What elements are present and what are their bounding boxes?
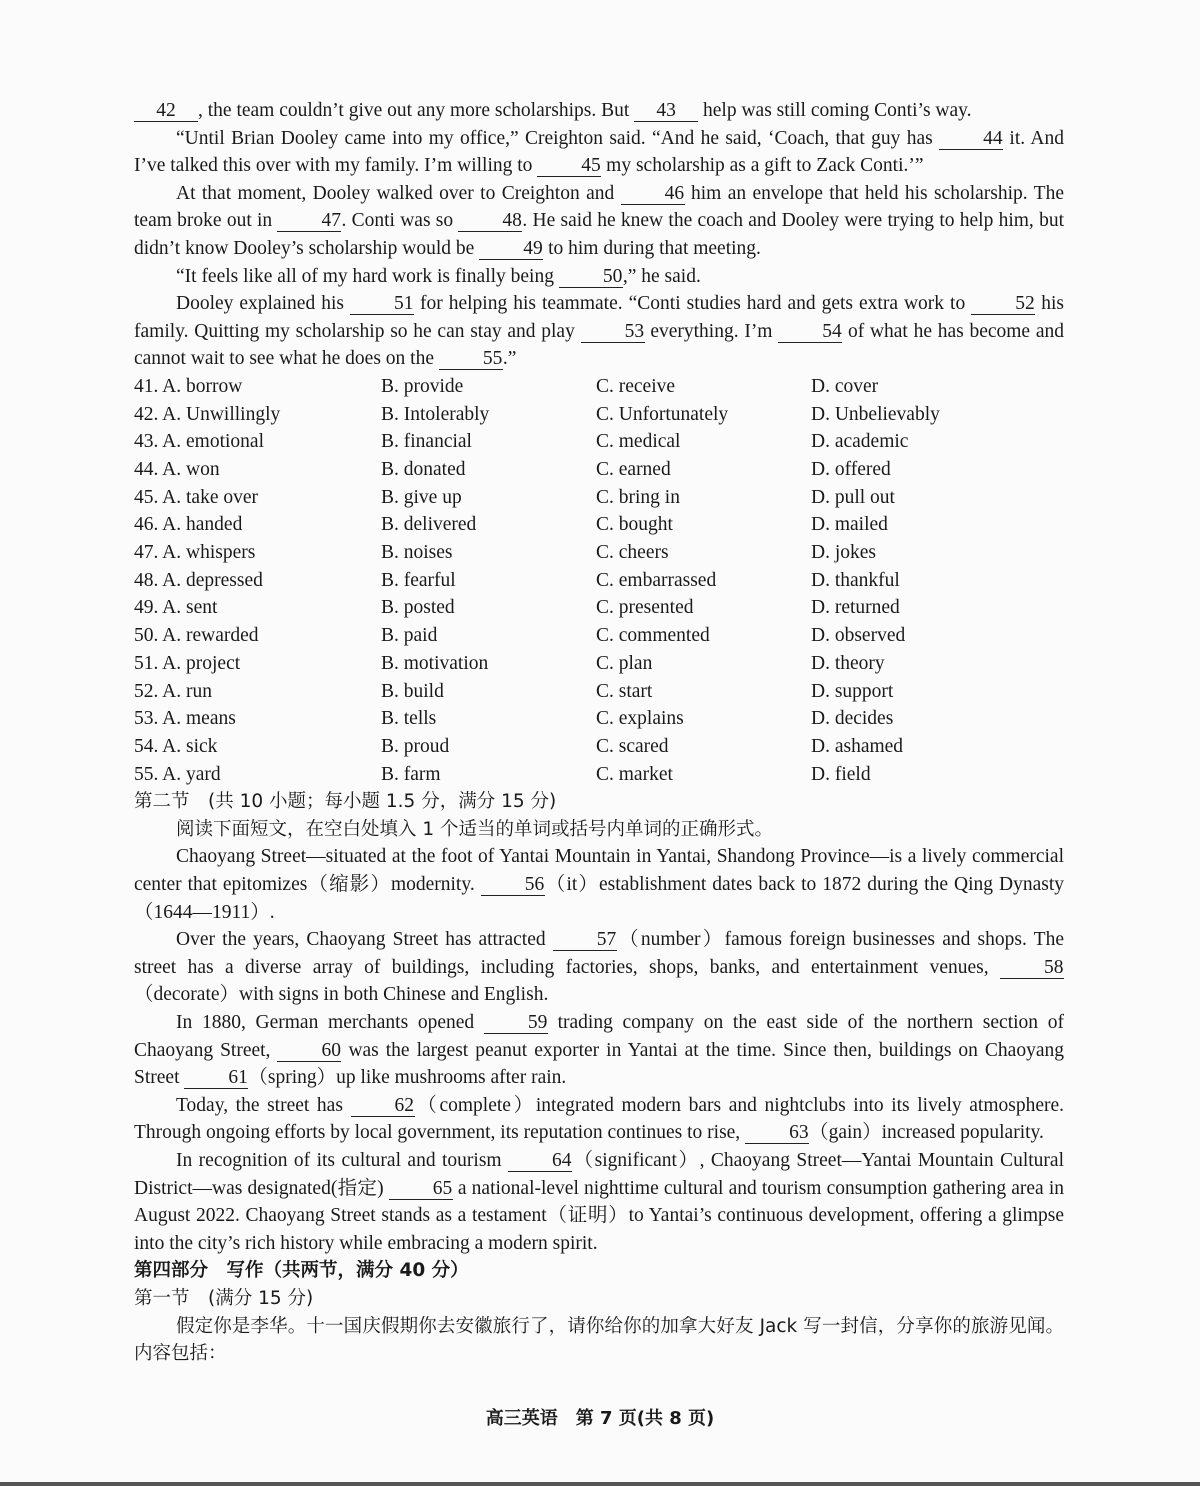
answer-blank: 64: [508, 1151, 572, 1172]
option-choice: D. decides: [811, 708, 894, 730]
option-row: [134, 401, 1064, 429]
paragraph: [134, 125, 1064, 180]
answer-blank: 62: [351, 1096, 415, 1117]
paragraph-text: （gain）increased popularity.: [809, 1122, 1044, 1144]
paragraph: [134, 1009, 1064, 1092]
paragraph-text: （spring）up like mushrooms after rain.: [248, 1067, 567, 1089]
paragraph-text: （complete）integrated modern bars and nightclubs into its lively atmosphere. Through ongoing efforts by local government, its reputation continues to rise,: [134, 1094, 1065, 1144]
paragraph-text: （it）establishment dates back to 1872 during the Qing Dynasty（1644—1911）.: [134, 874, 1064, 923]
option-choice: D. observed: [811, 625, 906, 647]
option-choice: B. donated: [381, 459, 466, 480]
option-choice: 44. A. won: [134, 459, 220, 480]
answer-blank: 50: [559, 267, 623, 288]
option-choice: B. build: [381, 680, 444, 702]
option-choice: D. returned: [811, 597, 900, 619]
answer-blank: 61: [184, 1068, 248, 1089]
paragraph-text: （decorate）with signs in both Chinese and English.: [134, 984, 549, 1006]
exam-page: [134, 97, 1064, 1368]
part-four-section-one: 第一节 (满分 15 分): [134, 1287, 314, 1309]
option-choice: 50. A. rewarded: [134, 625, 259, 647]
answer-blank: 48: [458, 211, 522, 232]
cloze-options: [134, 373, 1064, 788]
paragraph-text: . He said he knew the coach and Dooley were trying to help him, but didn’t know Dooley’s scholarship would be: [134, 210, 1064, 259]
paragraph-text: . Conti was so: [341, 210, 459, 232]
answer-blank: 54: [778, 322, 842, 343]
paragraph-text: was the largest peanut exporter in Yantai at the time. Since then, buildings on Chaoyang Street: [134, 1039, 1064, 1089]
option-row: [134, 539, 1064, 567]
option-choice: D. academic: [811, 431, 909, 453]
option-row: [134, 511, 1064, 539]
section-two-heading: 第二节 (共 10 小题；每小题 1.5 分，满分 15 分): [134, 791, 557, 813]
paragraph-text: Over the years, Chaoyang Street has attracted: [176, 929, 553, 951]
paragraph: [134, 290, 1064, 373]
option-choice: B. tells: [381, 708, 437, 730]
option-choice: C. Unfortunately: [596, 403, 729, 425]
paragraph-text: In 1880, German merchants opened: [176, 1012, 484, 1033]
paragraph-text: .”: [502, 348, 517, 370]
answer-blank: 56: [481, 875, 545, 896]
option-choice: C. presented: [596, 597, 694, 619]
option-choice: 49. A. sent: [134, 597, 218, 619]
option-choice: 51. A. project: [134, 652, 241, 674]
paragraph-text: everything. I’m: [644, 320, 779, 342]
paragraph-text: to him during that meeting.: [543, 237, 761, 259]
paragraph-text: help was still coming Conti’s way.: [698, 100, 972, 121]
answer-blank: 44: [939, 129, 1003, 150]
option-row: [134, 761, 1064, 789]
option-row: [134, 678, 1064, 706]
paragraph-text: trading company on the east side of the northern section of Chaoyang Street,: [134, 1012, 1064, 1061]
section-two-instruction: 阅读下面短文，在空白处填入 1 个适当的单词或括号内单词的正确形式。: [176, 818, 774, 840]
cloze-passage: [134, 97, 1064, 373]
option-choice: B. Intolerably: [381, 403, 490, 425]
paragraph-text: for helping his teammate. “Conti studies hard and gets extra work to: [413, 293, 972, 315]
answer-blank: 60: [277, 1041, 341, 1062]
answer-blank: 57: [553, 930, 617, 951]
option-choice: D. jokes: [811, 542, 876, 564]
option-row: [134, 373, 1064, 401]
option-row: [134, 484, 1064, 512]
paragraph: [134, 180, 1064, 263]
paragraph: [134, 926, 1064, 1009]
paragraph-text: At that moment, Dooley walked over to Creighton and: [176, 182, 621, 204]
paragraph-text: it. And I’ve talked this over with my family. I’m willing to: [134, 127, 1065, 177]
answer-blank: 49: [479, 239, 543, 260]
option-choice: 47. A. whispers: [134, 542, 256, 564]
option-choice: 55. A. yard: [134, 763, 221, 785]
option-choice: B. provide: [381, 375, 464, 397]
answer-blank: 45: [537, 156, 601, 177]
option-choice: C. scared: [596, 735, 669, 757]
option-choice: B. motivation: [381, 652, 489, 674]
option-choice: C. bought: [596, 514, 673, 536]
paragraph-text: （number）famous foreign businesses and shops. The street has a diverse array of buildings, including factories, shops, banks, and entertainment venues,: [134, 929, 1064, 978]
option-row: [134, 733, 1064, 761]
option-choice: D. support: [811, 680, 894, 702]
option-choice: D. Unbelievably: [811, 403, 940, 425]
option-choice: B. fearful: [381, 569, 456, 591]
answer-blank: 59: [484, 1013, 548, 1034]
writing-task-prompt: 假定你是李华。十一国庆假期你去安徽旅行了，请你给你的加拿大好友 Jack 写一封信，分享你的旅游见闻。内容包括：: [134, 1315, 1064, 1365]
option-choice: C. receive: [596, 375, 676, 397]
option-choice: C. cheers: [596, 542, 669, 564]
answer-blank: 42: [134, 101, 198, 122]
paragraph: [134, 263, 1064, 291]
paragraph: [134, 1147, 1064, 1257]
option-choice: D. theory: [811, 652, 885, 674]
option-choice: 43. A. emotional: [134, 431, 264, 453]
option-choice: D. thankful: [811, 569, 900, 591]
option-row: [134, 594, 1064, 622]
option-choice: 46. A. handed: [134, 514, 243, 536]
option-choice: D. ashamed: [811, 735, 904, 757]
option-row: [134, 705, 1064, 733]
option-choice: C. market: [596, 763, 673, 785]
option-choice: 48. A. depressed: [134, 569, 263, 591]
option-choice: B. delivered: [381, 514, 477, 536]
paragraph: [134, 97, 1064, 125]
option-choice: 54. A. sick: [134, 735, 218, 757]
option-choice: B. give up: [381, 486, 462, 508]
option-choice: B. posted: [381, 597, 455, 619]
paragraph-text: Dooley explained his: [176, 293, 350, 315]
answer-blank: 51: [350, 294, 414, 315]
option-choice: 42. A. Unwillingly: [134, 403, 281, 425]
option-choice: B. noises: [381, 542, 453, 564]
paragraph: [134, 843, 1064, 926]
answer-blank: 58: [1000, 958, 1064, 979]
option-choice: 53. A. means: [134, 708, 236, 730]
option-choice: C. explains: [596, 708, 684, 730]
answer-blank: 55: [439, 349, 503, 370]
option-choice: 41. A. borrow: [134, 375, 243, 397]
paragraph-text: a national-level nighttime cultural and tourism consumption gathering area in August 2022. Chaoyang Street stands as a testament（证明）to Yantai’s continuous development, offering a glimpse into the city’s rich history while embracing a modern spirit.: [134, 1177, 1064, 1254]
option-choice: C. plan: [596, 652, 653, 674]
option-choice: D. offered: [811, 459, 891, 480]
answer-blank: 47: [277, 211, 341, 232]
paragraph: [134, 1092, 1064, 1147]
option-row: [134, 567, 1064, 595]
option-choice: B. proud: [381, 735, 450, 757]
option-row: [134, 428, 1064, 456]
option-choice: D. cover: [811, 375, 879, 397]
answer-blank: 65: [389, 1179, 453, 1200]
answer-blank: 53: [581, 322, 645, 343]
paragraph-text: ,” he said.: [622, 265, 701, 287]
grammar-fill-passage: [134, 843, 1064, 1257]
answer-blank: 63: [745, 1123, 809, 1144]
option-choice: B. farm: [381, 763, 441, 785]
paragraph-text: In recognition of its cultural and tourism: [176, 1149, 509, 1171]
paragraph-text: “Until Brian Dooley came into my office,” Creighton said. “And he said, ‘Coach, that guy has: [176, 127, 940, 149]
option-choice: B. paid: [381, 625, 438, 647]
answer-blank: 52: [971, 294, 1035, 315]
option-choice: C. start: [596, 680, 653, 702]
option-choice: C. commented: [596, 625, 710, 647]
option-choice: D. pull out: [811, 486, 895, 508]
option-choice: C. embarrassed: [596, 569, 717, 591]
answer-blank: 46: [621, 184, 685, 205]
option-choice: D. field: [811, 763, 871, 785]
option-choice: D. mailed: [811, 514, 888, 536]
paragraph-text: of what he has become and cannot wait to see what he does on the: [134, 320, 1064, 370]
part-four-heading: 第四部分 写作（共两节，满分 40 分）: [134, 1260, 469, 1282]
option-row: [134, 650, 1064, 678]
option-row: [134, 456, 1064, 484]
paragraph-text: , the team couldn’t give out any more scholarships. But: [198, 100, 635, 121]
scan-edge: [0, 1482, 1200, 1486]
option-choice: C. medical: [596, 431, 681, 453]
paragraph-text: “It feels like all of my hard work is finally being: [176, 265, 559, 287]
paragraph-text: Today, the street has: [176, 1094, 351, 1116]
option-choice: 45. A. take over: [134, 486, 259, 508]
option-choice: C. bring in: [596, 486, 680, 508]
paragraph-text: his family. Quitting my scholarship so he can stay and play: [134, 293, 1064, 342]
paragraph-text: Chaoyang Street—situated at the foot of Yantai Mountain in Yantai, Shandong Province—is a lively commercial center that epitomizes（缩影）modernity.: [134, 846, 1064, 896]
paragraph-text: （significant）, Chaoyang Street—Yantai Mountain Cultural District—was designated(指定): [134, 1149, 1064, 1199]
option-choice: 52. A. run: [134, 680, 212, 702]
paragraph-text: him an envelope that held his scholarship. The team broke out in: [134, 182, 1064, 232]
paragraph-text: my scholarship as a gift to Zack Conti.’”: [601, 155, 924, 177]
page-footer: 高三英语 第 7 页(共 8 页): [485, 1408, 715, 1429]
answer-blank: 43: [634, 101, 698, 122]
option-choice: C. earned: [596, 459, 671, 480]
option-choice: B. financial: [381, 431, 472, 453]
option-row: [134, 622, 1064, 650]
